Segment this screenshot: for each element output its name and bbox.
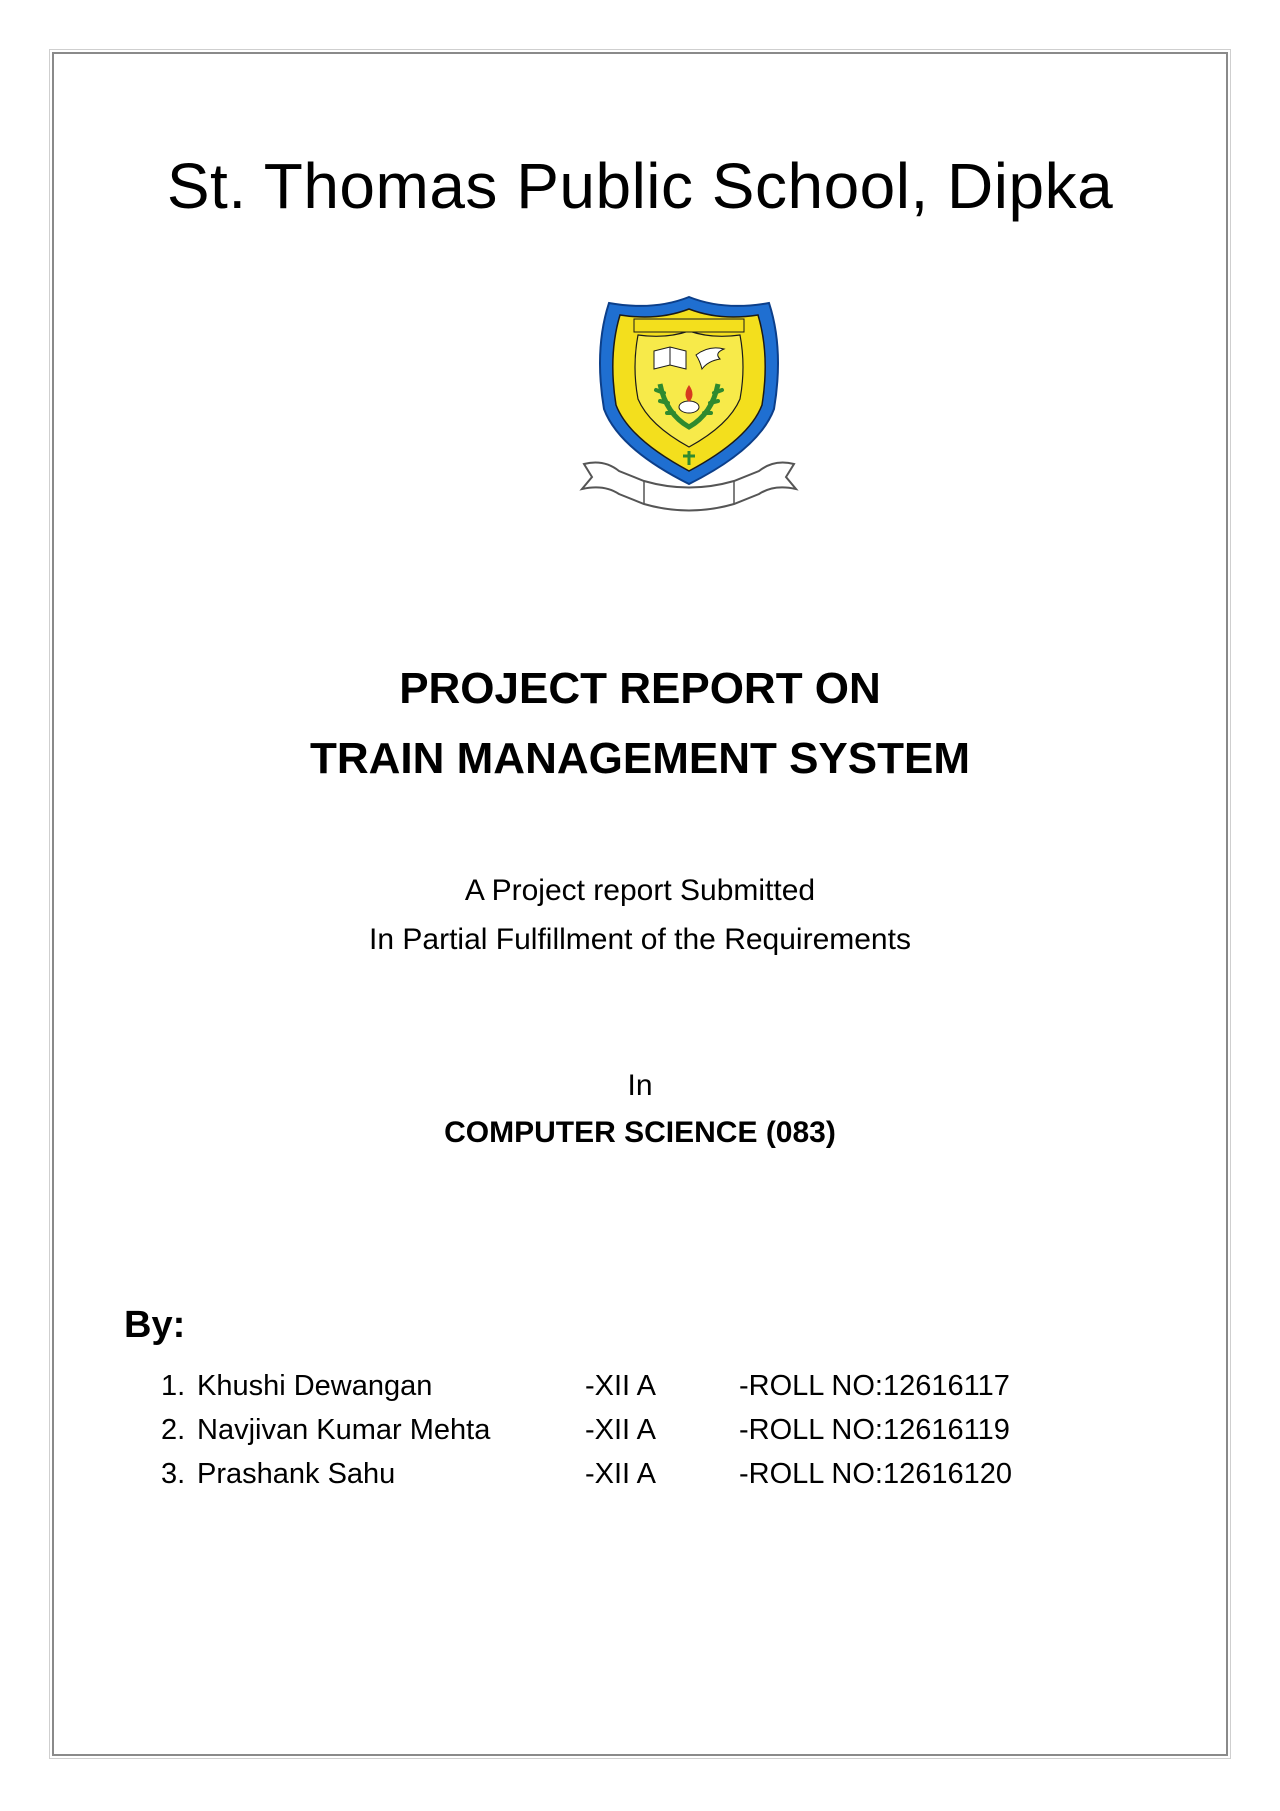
school-name: St. Thomas Public School, Dipka bbox=[166, 150, 1114, 222]
subject-name: COMPUTER SCIENCE (083) bbox=[444, 1116, 836, 1149]
title-line-1: PROJECT REPORT ON bbox=[399, 664, 881, 713]
author-roll: -ROLL NO:12616119 bbox=[739, 1413, 1010, 1446]
school-crest-logo bbox=[574, 289, 804, 519]
author-list bbox=[161, 1364, 1079, 1496]
project-title bbox=[54, 654, 1226, 794]
author-row bbox=[161, 1364, 1079, 1408]
author-class: -XII A bbox=[585, 1457, 656, 1490]
by-label: By: bbox=[124, 1304, 186, 1346]
author-roll: -ROLL NO:12616117 bbox=[739, 1369, 1010, 1402]
in-label: In bbox=[627, 1069, 653, 1102]
author-class: -XII A bbox=[585, 1369, 656, 1402]
submission-line-1: A Project report Submitted bbox=[464, 874, 816, 907]
author-roll: -ROLL NO:12616120 bbox=[739, 1457, 1012, 1490]
author-name: Navjivan Kumar Mehta bbox=[197, 1413, 491, 1446]
submission-statement bbox=[54, 866, 1226, 964]
author-row bbox=[161, 1452, 1079, 1496]
author-name: Prashank Sahu bbox=[197, 1457, 396, 1490]
author-row bbox=[161, 1408, 1079, 1452]
author-number: 3. bbox=[161, 1457, 186, 1490]
title-line-2: TRAIN MANAGEMENT SYSTEM bbox=[310, 734, 970, 783]
author-name: Khushi Dewangan bbox=[197, 1369, 433, 1402]
author-class: -XII A bbox=[585, 1413, 656, 1446]
author-number: 1. bbox=[161, 1369, 186, 1402]
document-page bbox=[52, 52, 1228, 1756]
author-number: 2. bbox=[161, 1413, 186, 1446]
submission-line-2: In Partial Fulfillment of the Requirements bbox=[369, 923, 911, 956]
